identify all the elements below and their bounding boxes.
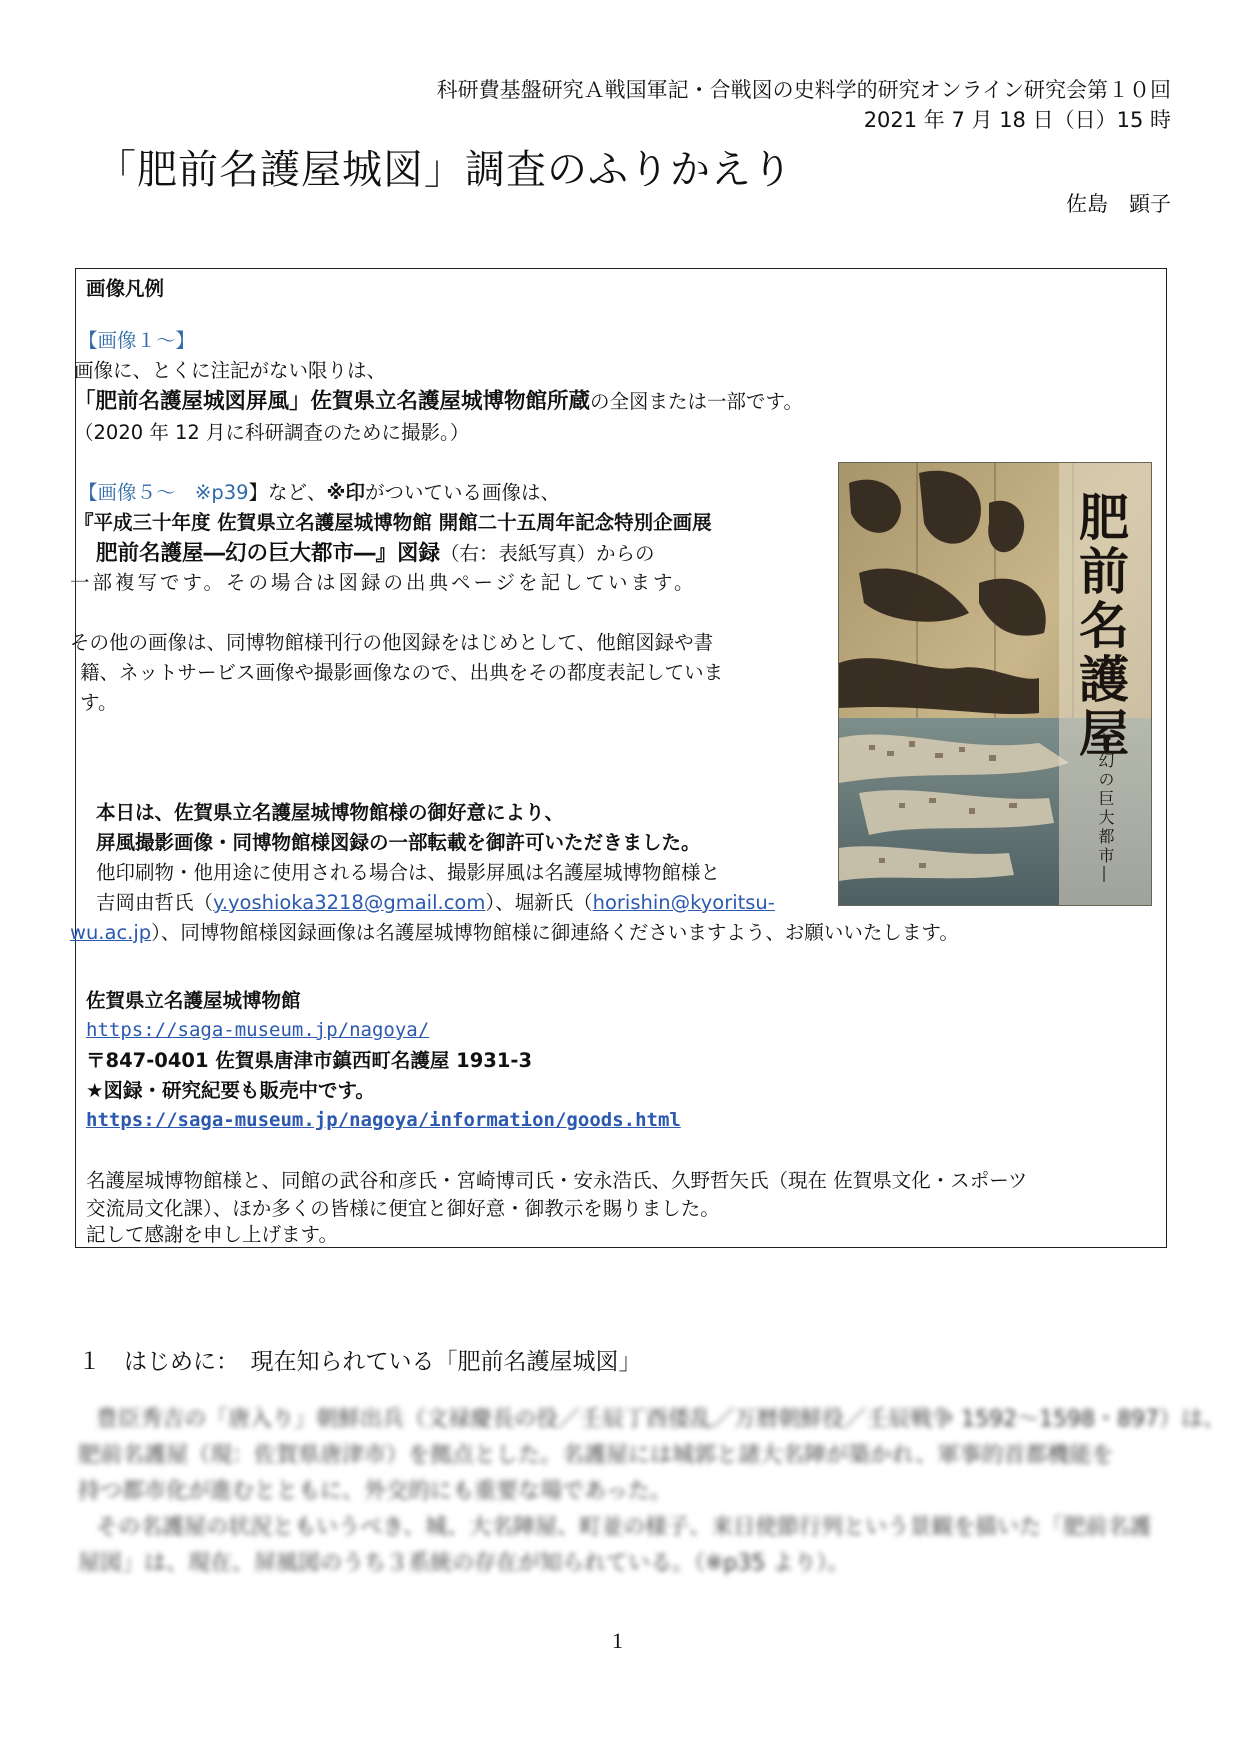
- usage-line3: [70, 921, 959, 944]
- legend-mark-symbol: ※印: [326, 481, 366, 504]
- museum-name: 佐賀県立名護屋城博物館: [86, 989, 301, 1012]
- museum-address: 〒847-0401 佐賀県唐津市鎮西町名護屋 1931-3: [86, 1049, 533, 1072]
- blurred-paragraph-line: 持つ都市化が進むとともに、外交的にも重要な場であった。: [78, 1479, 672, 1504]
- section-heading: １ はじめに： 現在知られている「肥前名護屋城図」: [78, 1349, 642, 1375]
- museum-url-link[interactable]: https://saga-museum.jp/nagoya/: [86, 1019, 430, 1041]
- usage-line1: 他印刷物・他用途に使用される場合は、撮影屏風は名護屋城博物館様と: [96, 861, 721, 884]
- permission-line1: 本日は、佐賀県立名護屋城博物館様の御好意により、: [96, 801, 565, 824]
- screen-source-rest: の全図または一部です。: [590, 390, 803, 413]
- cover-subtitle: ―幻の巨大都市―: [1096, 733, 1115, 885]
- permission-line2: 屏風撮影画像・同博物館様図録の一部転載を御許可いただきました。: [96, 831, 701, 854]
- legend-image5-text-a: 】など、: [248, 481, 327, 504]
- blurred-paragraph-line: 肥前名護屋（現：佐賀県唐津市）を拠点とした。名護屋には城郭と諸大名陣が築かれ、軍事的首都機能を: [78, 1443, 1114, 1468]
- page-title: 「肥前名護屋城図」調査のふりかえり: [96, 147, 793, 193]
- contact-hori: ）、堀新氏（: [485, 891, 593, 914]
- catalog-title-line1: 『平成三十年度 佐賀県立名護屋城博物館 開館二十五周年記念特別企画展: [74, 511, 712, 534]
- blurred-paragraph-line: 豊臣秀吉の「唐入り」朝鮮出兵（文禄慶長の役／壬辰丁酉倭乱／万暦朝鮮役／壬辰戦争 1592～1598・897）は、: [96, 1407, 1225, 1432]
- acknowledgement-line1: 名護屋城博物館様と、同館の武谷和彦氏・宮崎博司氏・安永浩氏、久野哲矢氏（現在 佐賀県文化・スポーツ: [86, 1169, 1028, 1192]
- legend-heading: 画像凡例: [86, 277, 165, 300]
- email-link-hori-cont[interactable]: wu.ac.jp: [70, 921, 152, 944]
- acknowledgement-line2: 交流局文化課）、ほか多くの皆様に便宜と御好意・御教示を賜りました。: [86, 1197, 720, 1220]
- email-link-yoshioka[interactable]: y.yoshioka3218@gmail.com: [213, 891, 486, 914]
- screen-source-name: 「肥前名護屋城図屏風」佐賀県立名護屋城博物館所蔵: [74, 389, 591, 414]
- acknowledgement-line3: 記して感謝を申し上げます。: [86, 1223, 338, 1246]
- usage-line2: [96, 891, 775, 914]
- legend-image1-label: 【画像１～】: [78, 329, 196, 352]
- legend-image1-note: （2020 年 12 月に科研調査のために撮影。）: [74, 421, 470, 444]
- catalog-cover-note: （右：表紙写真）からの: [440, 542, 655, 565]
- legend-image1-source: [74, 389, 803, 415]
- author-name: 佐島 顕子: [1066, 192, 1171, 216]
- legend-image5-label: 【画像５～ ※p39: [78, 481, 249, 504]
- usage-request: ）、同博物館様図録画像は名護屋城博物館様に御連絡くださいますよう、お願いいたします。: [151, 921, 959, 944]
- blurred-paragraph-line: その名護屋の状況ともいうべき、城、大名陣屋、町並の様子、来日使節行列という景観を描いた「肥前名護: [96, 1515, 1152, 1540]
- catalog-cover-image: [838, 462, 1152, 906]
- page-number: 1: [612, 1628, 623, 1653]
- catalog-title-line2: [96, 541, 655, 567]
- blurred-paragraph-line: 屋図」は、現在、屏風図のうち３系統の存在が知られている。（※p35 より）。: [78, 1551, 850, 1576]
- legend-image1-text: 画像に、とくに注記がない限りは、: [74, 359, 387, 382]
- other-images-line3: す。: [80, 691, 118, 714]
- legend-image5-text-b: がついている画像は、: [365, 481, 561, 504]
- legend-image5-line: [78, 481, 560, 504]
- other-images-line2: 籍、ネットサービス画像や撮影画像なので、出典をその都度表記していま: [80, 661, 724, 684]
- header-event-line: 科研費基盤研究Ａ戦国軍記・合戦図の史料学的研究オンライン研究会第１０回: [436, 78, 1171, 102]
- other-images-line1: その他の画像は、同博物館様刊行の他図録をはじめとして、他館図録や書: [70, 631, 714, 654]
- catalog-name: 肥前名護屋―幻の巨大都市―』図録: [96, 541, 441, 566]
- cover-title: 肥前名護屋: [1071, 491, 1130, 761]
- museum-sales-note: ★図録・研究紀要も販売中です。: [86, 1079, 375, 1102]
- email-link-hori[interactable]: horishin@kyoritsu-: [592, 891, 775, 914]
- museum-goods-link[interactable]: https://saga-museum.jp/nagoya/information/goods.html: [86, 1109, 681, 1131]
- catalog-title-line3: 一部複写です。その場合は図録の出典ページを記しています。: [70, 571, 697, 594]
- header-date-line: 2021 年 7 月 18 日（日）15 時: [863, 108, 1171, 132]
- contact-yoshioka: 吉岡由哲氏（: [96, 891, 214, 914]
